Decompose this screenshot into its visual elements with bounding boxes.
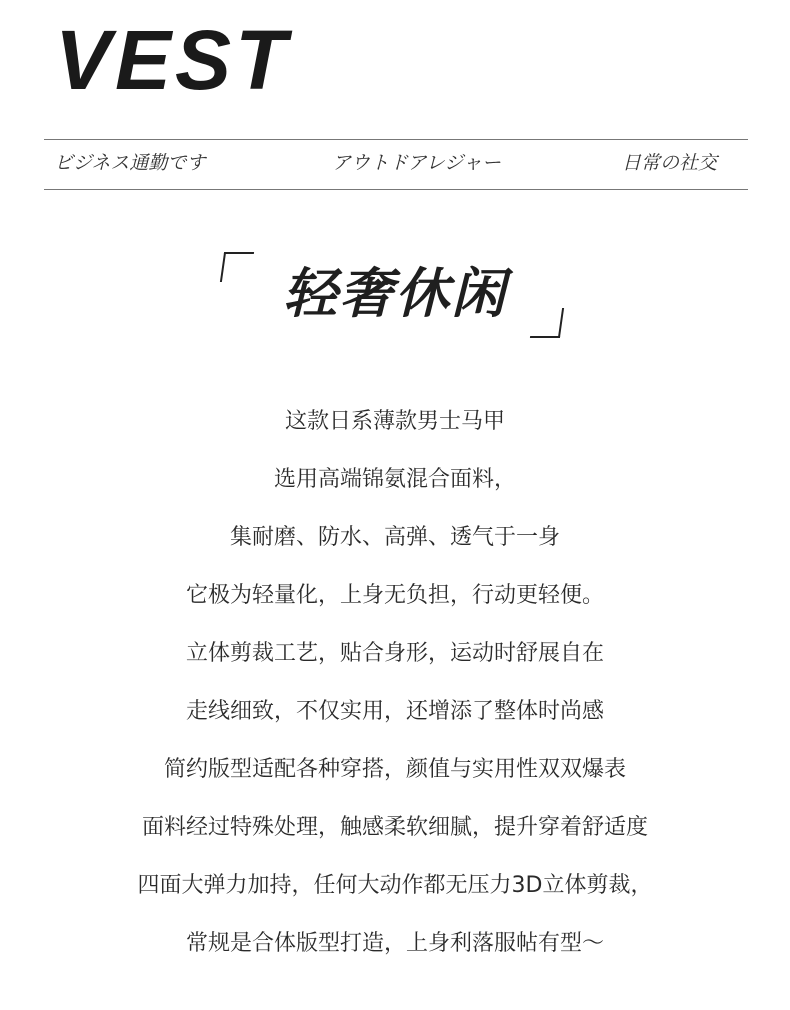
tagline-social: 日常の社交 bbox=[622, 152, 718, 174]
tagline-outdoor: アウトドアレジャー bbox=[332, 152, 501, 174]
tagline-business: ビジネス通勤です bbox=[54, 152, 206, 174]
description-line: 面料经过特殊处理，触感柔软细腻，提升穿着舒适度 bbox=[141, 815, 648, 840]
description-line: 走线细致，不仅实用，还增添了整体时尚感 bbox=[185, 699, 604, 724]
tagline-bar bbox=[44, 140, 748, 189]
description-line: 简约版型适配各种穿搭，颜值与实用性双双爆表 bbox=[163, 757, 626, 782]
description-line: 四面大弹力加持，任何大动作都无压力3D立体剪裁， bbox=[137, 873, 653, 898]
close-corner-bracket-icon bbox=[530, 308, 564, 338]
description-line: 这款日系薄款男士马甲 bbox=[284, 409, 505, 434]
description-line: 常规是合体版型打造，上身利落服帖有型～ bbox=[185, 931, 604, 956]
bottom-divider bbox=[44, 189, 748, 190]
description-line: 集耐磨、防水、高弹、透气于一身 bbox=[229, 525, 560, 550]
product-description bbox=[0, 400, 790, 980]
description-line: 选用高端锦氨混合面料， bbox=[273, 467, 516, 492]
description-line: 它极为轻量化，上身无负担，行动更轻便。 bbox=[185, 583, 604, 608]
description-line: 立体剪裁工艺，贴合身形，运动时舒展自在 bbox=[185, 641, 604, 666]
headline: 轻奢休闲 bbox=[283, 262, 507, 325]
brand-wordmark: VEST bbox=[55, 13, 291, 107]
